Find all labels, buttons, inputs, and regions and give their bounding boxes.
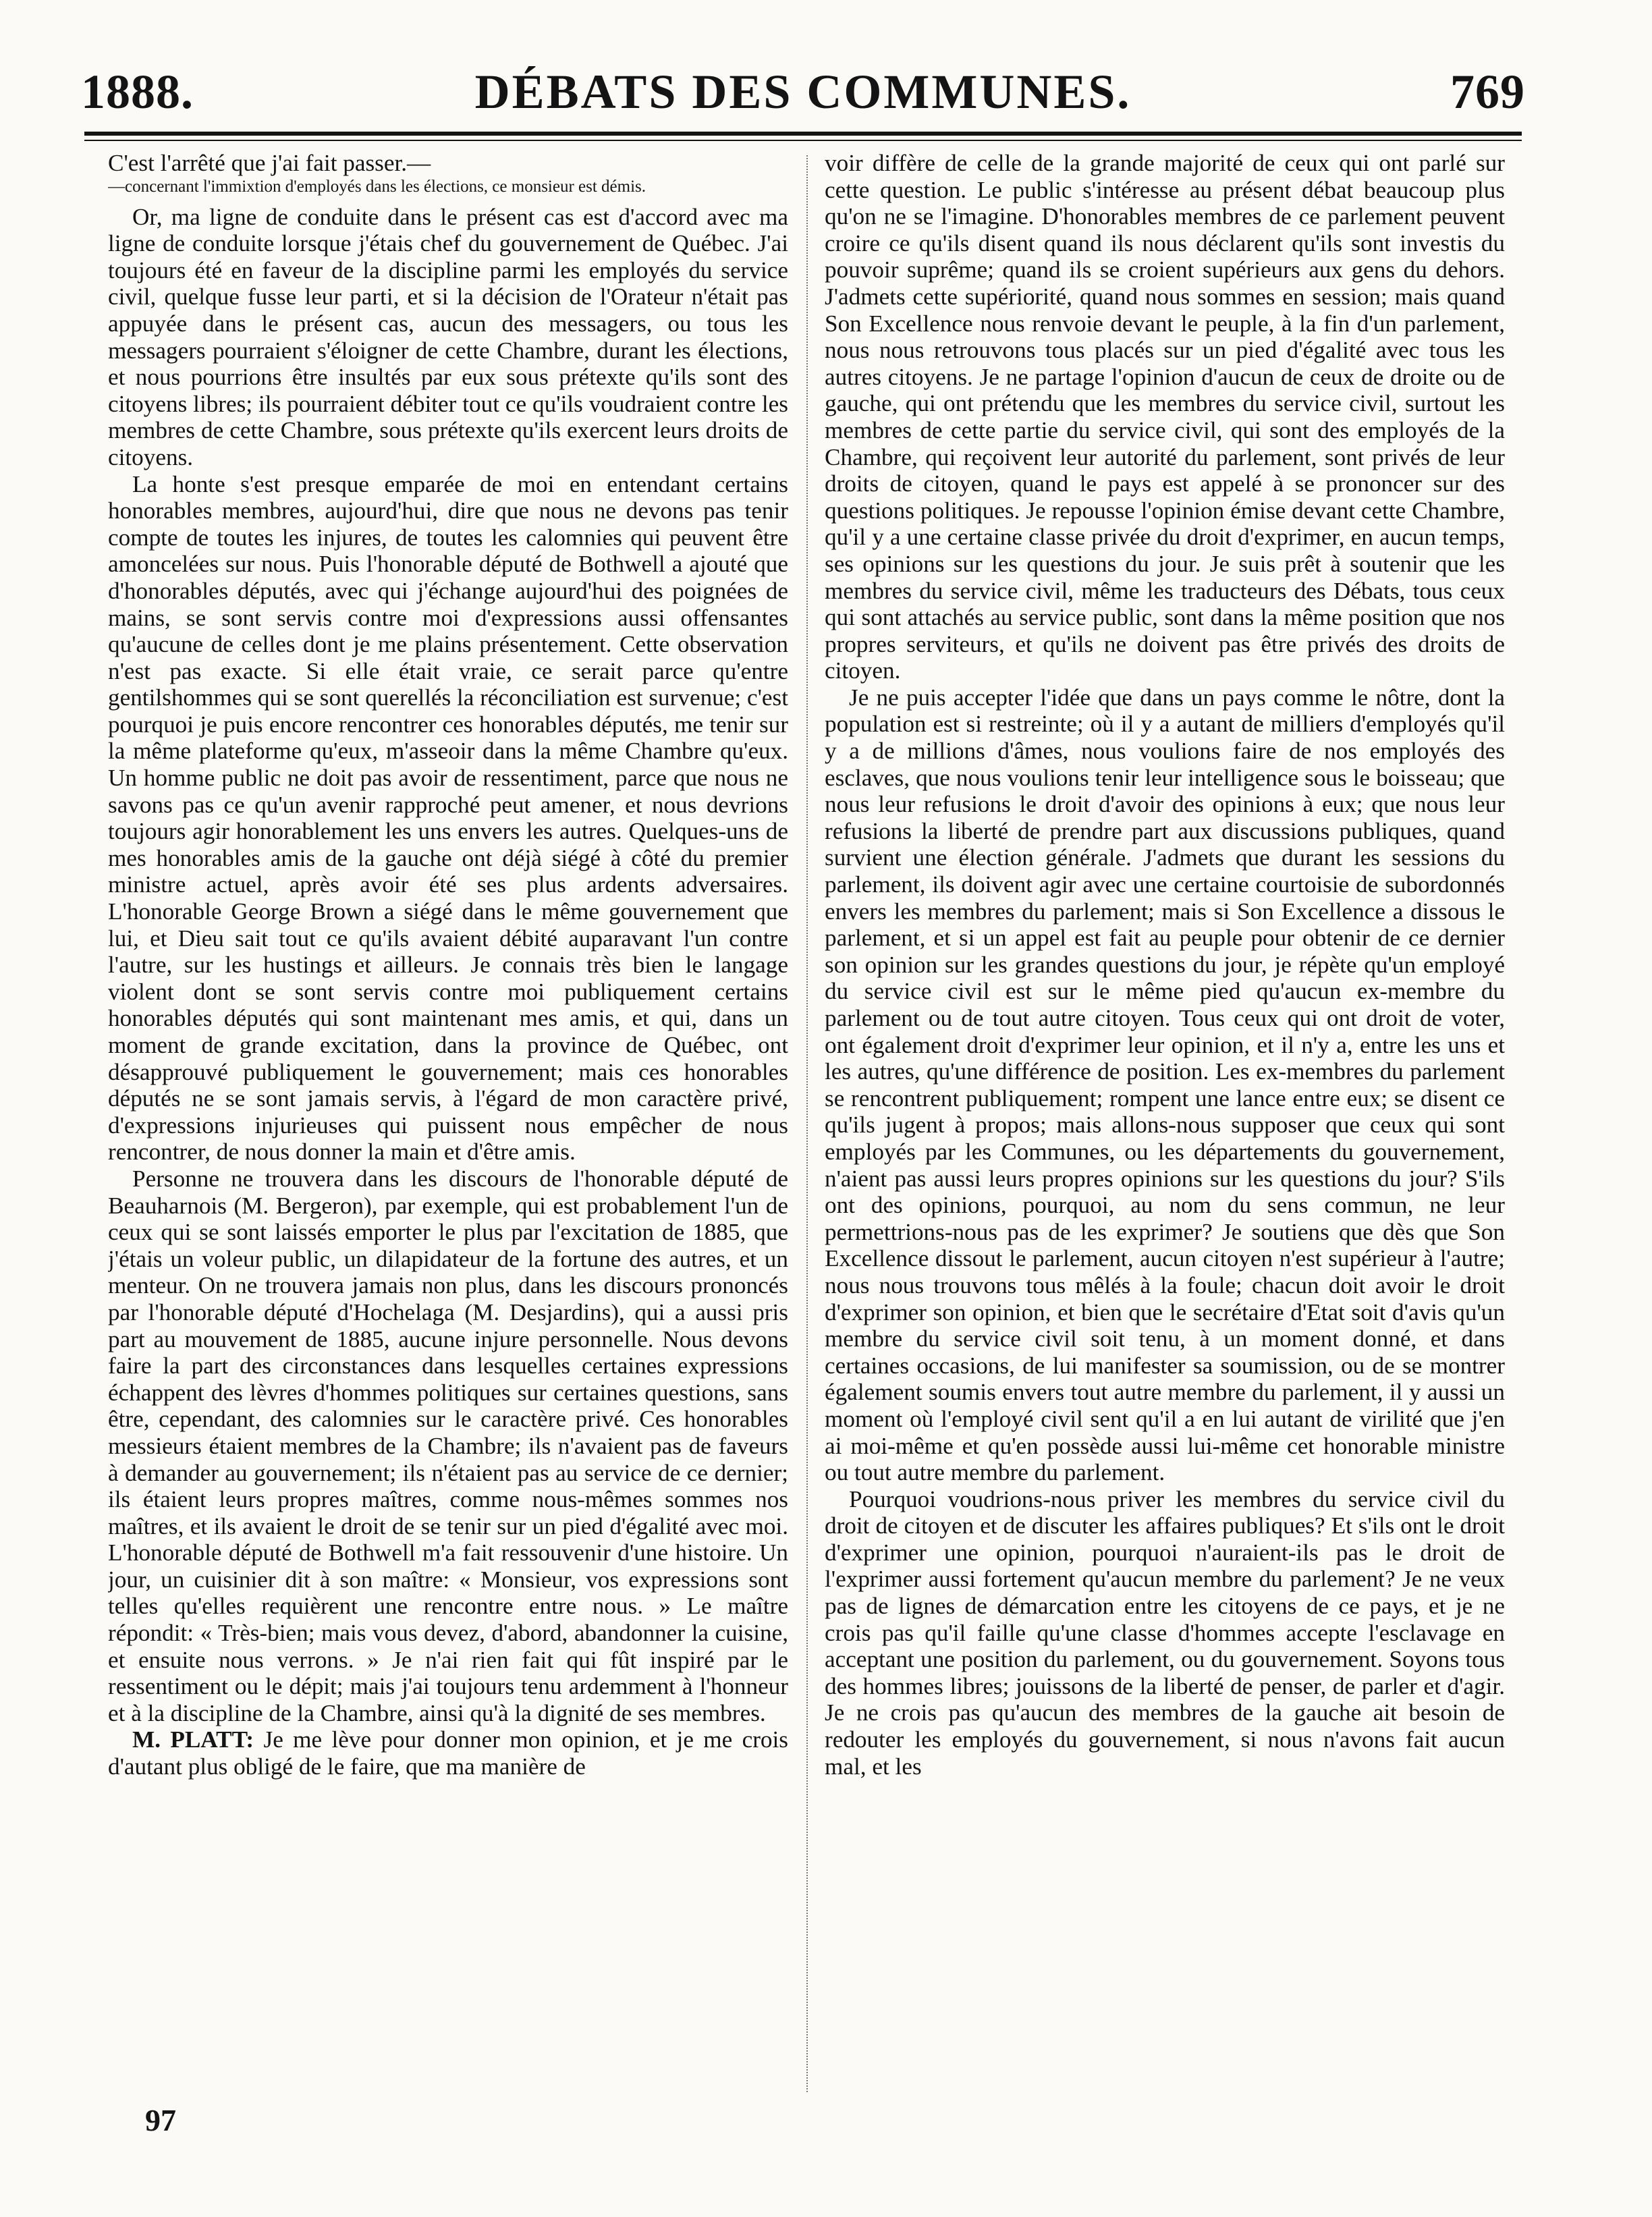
page-number: 769: [1450, 65, 1525, 119]
paragraph: voir diffère de celle de la grande majorité de ceux qui ont parlé sur cette question. Le public s'intéresse au présent débat beaucoup plus qu'on ne se l'imagine. D'honorables membres de ce parlement peuvent croire ce qu'ils disent quand ils nous déclarent qu'ils sont investis du pouvoir suprême; quand ils se croient supérieurs aux gens du dehors. J'admets cette supériorité, quand nous sommes en session; mais quand Son Excellence nous renvoie devant le peuple, à la fin d'un parlement, nous nous retrouvons tous placés sur un pied d'égalité avec tous les autres citoyens. Je ne partage l'opinion d'aucun de ceux de droite ou de gauche, qui ont prétendu que les membres du service civil, surtout les membres de cette partie du service civil, qui sont des employés de la Chambre, qui reçoivent leur autorité du parlement, sont privés de leur droits de citoyen, quand le pays est appelé à se prononcer sur des questions politiques. Je repousse l'opinion émise devant cette Chambre, qu'il y a une certaine classe privée du droit d'exprimer, en aucun temps, ses opinions sur les questions du jour. Je suis prêt à soutenir que les membres du service civil, même les traducteurs des Débats, tous ceux qui sont attachés au service public, sont dans la même position que nos propres serviteurs, et qu'ils ne doivent pas être privés des droits de citoyen.: [825, 150, 1505, 684]
speaker-name: M. PLATT:: [132, 1726, 254, 1753]
header-rule: [84, 132, 1522, 136]
footnote-paragraph: —concernant l'immixtion d'employés dans les élections, ce monsieur est démis.: [108, 177, 646, 196]
paragraph: La honte s'est presque emparée de moi en entendant certains honorables membres, aujourd'hui, dire que nous ne devons pas tenir compte de toutes les injures, de toutes les calomnies qui peuvent être amoncelées sur nous. Puis l'honorable député de Bothwell a ajouté que d'honorables députés, avec qui j'échange aujourd'hui des poignées de mains, se sont servis contre moi d'expressions aussi offensantes qu'aucune de celles dont je me plains présentement. Cette observation n'est pas exacte. Si elle était vraie, ce serait parce qu'entre gentilshommes qui se sont querellés la réconciliation est survenue; c'est pourquoi je puis encore rencontrer ces honorables députés, me tenir sur la même plateforme qu'eux, m'asseoir dans la même Chambre qu'eux. Un homme public ne doit pas avoir de ressentiment, parce que nous ne savons pas ce qu'un avenir rapproché peut amener, et nous devrions toujours agir honorablement les uns envers les autres. Quelques-uns de mes honorables amis de la gauche ont déjà siégé à côté du premier ministre actuel, après avoir été ses plus ardents adversaires. L'honorable George Brown a siégé dans le même gouvernement que lui, et Dieu sait tout ce qu'ils avaient débité auparavant l'un contre l'autre, sur les hustings et ailleurs. Je connais très bien le langage violent dont se sont servis contre moi publiquement certains honorables députés qui sont maintenant mes amis, et qui, dans un moment de grande excitation, dans la province de Québec, ont désapprouvé publiquement le gouvernement; mais ces honorables députés ne se sont jamais servis, à l'égard de mon caractère privé, d'expressions injurieuses qui puissent nous empêcher de nous rencontrer, de nous donner la main et d'être amis.: [108, 470, 788, 1166]
header-year: 1888.: [81, 65, 194, 119]
right-column: [825, 150, 1505, 2093]
paragraph: Je ne puis accepter l'idée que dans un pays comme le nôtre, dont la population est si restreinte; où il y a autant de milliers d'employés qu'il y a de millions d'âmes, nous voulions faire de nos employés des esclaves, que nous voulions tenir leur intelligence sous le boisseau; que nous leur refusions le droit d'avoir des opinions à eux; que nous leur refusions la liberté de prendre part aux discussions publiques, quand survient une élection générale. J'admets que durant les sessions du parlement, ils doivent agir avec une certaine courtoisie de subordonnés envers les membres du parlement; mais si Son Excellence a dissous le parlement, et si un appel est fait au peuple pour obtenir de ce dernier son opinion sur les grandes questions du jour, je répète qu'un employé du service civil est sur le même pied qu'aucun ex-membre du parlement ou de tout autre citoyen. Tous ceux qui ont droit de voter, ont également droit d'exprimer leur opinion, et il n'y a, entre les uns et les autres, qu'une différence de position. Les ex-membres du parlement se rencontrent publiquement; rompent une lance entre eux; se disent ce qu'ils jugent à propos; mais allons-nous supposer que ceux qui sont employés par les Communes, ou les départements du gouvernement, n'aient pas aussi leurs propres opinions sur les questions du jour? S'ils ont des opinions, pourquoi, au nom du sens commun, ne leur permettrions-nous pas de les exprimer? Je soutiens que dès que Son Excellence dissout le parlement, aucun citoyen n'est supérieur à l'autre; nous nous trouvons tous mêlés à la foule; chacun doit avoir le droit d'exprimer son opinion, et bien que le secrétaire d'Etat soit d'avis qu'un membre du service civil soit tenu, à un moment donné, et dans certaines occasions, de lui manifester sa soumission, ou de se montrer également soumis envers tout autre membre du parlement, il y aussi un moment où l'employé civil sent qu'il a en lui autant de virilité que j'en ai moi-même et qu'en possède aussi lui-même cet honorable ministre ou tout autre membre du parlement.: [825, 684, 1505, 1486]
header-rule-thin: [84, 140, 1522, 141]
signature-mark: 97: [145, 2103, 176, 2137]
paragraph: Personne ne trouvera dans les discours de l'honorable député de Beauharnois (M. Bergeron), par exemple, qui est probablement l'un de ceux qui se sont laissés emporter le plus par l'excitation de 1885, que j'étais un voleur public, un dilapidateur de la fortune des autres, et un menteur. On ne trouvera jamais non plus, dans les discours prononcés par l'honorable député d'Hochelaga (M. Desjardins), qui a aussi pris part au mouvement de 1885, aucune injure personnelle. Nous devons faire la part des circonstances dans lesquelles certaines expressions échappent des lèvres d'hommes politiques sur certaines questions, sans être, cependant, des calomnies sur le caractère privé. Ces honorables messieurs étaient membres de la Chambre; ils n'avaient pas de faveurs à demander au gouvernement; ils n'étaient pas au service de ce dernier; ils étaient leurs propres maîtres, comme nous-mêmes sommes nos maîtres, et ils avaient le droit de se tenir sur un pied d'égalité avec moi. L'honorable député de Bothwell m'a fait ressouvenir d'une histoire. Un jour, un cuisinier dit à son maître: « Monsieur, vos expressions sont telles qu'elles requièrent une rencontre entre nous. » Le maître répondit: « Très-bien; mais vous devez, d'abord, abandonner la cuisine, et ensuite nous verrons. » Je n'ai rien fait qui fût inspiré par le ressentiment ou le dépit; mais j'ai toujours tenu ardemment à l'honneur et à la discipline de la Chambre, ainsi qu'à la dignité de ses membres.: [108, 1165, 788, 1726]
column-divider: [806, 155, 808, 2092]
paragraph: C'est l'arrêté que j'ai fait passer.—: [108, 150, 431, 176]
left-column: [108, 150, 788, 2093]
paragraph: Or, ma ligne de conduite dans le présent cas est d'accord avec ma ligne de conduite lorsque j'étais chef du gouvernement de Québec. J'ai toujours été en faveur de la discipline parmi les employés du service civil, quelque fusse leur parti, et si la décision de l'Orateur n'était pas appuyée dans le présent cas, aucun des messagers, ou tous les messagers pourraient s'éloigner de cette Chambre, durant les élections, et nous pourrions être insultés par eux sous prétexte qu'ils sont des citoyens libres; ils pourraient débiter tout ce qu'ils voudraient contre les membres de cette Chambre, sous prétexte qu'ils exercent leurs droits de citoyens.: [108, 203, 788, 470]
page-header: [81, 64, 1525, 125]
paragraph: Pourquoi voudrions-nous priver les membres du service civil du droit de citoyen et de discuter les affaires publiques? Et s'ils ont le droit d'exprimer une opinion, pourquoi n'auraient-ils pas le droit de l'exprimer aussi fortement qu'aucun membre du parlement? Je ne veux pas de lignes de démarcation entre les citoyens de ce pays, et je ne crois pas qu'il faille qu'une classe d'hommes accepte l'esclavage en acceptant une position du parlement, ou du gouvernement. Soyons tous des hommes libres; jouissons de la liberté de penser, de parler et d'agir. Je ne crois pas qu'aucun des membres de la gauche ait besoin de redouter les employés du gouvernement, si nous n'avons fait aucun mal, et les: [825, 1485, 1505, 1780]
speaker-paragraph: [108, 1726, 788, 1780]
running-title: DÉBATS DES COMMUNES.: [474, 65, 1132, 119]
speech-text: Je me lève pour donner mon opinion, et je me crois d'autant plus obligé de le faire, que ma manière de: [108, 1726, 788, 1780]
